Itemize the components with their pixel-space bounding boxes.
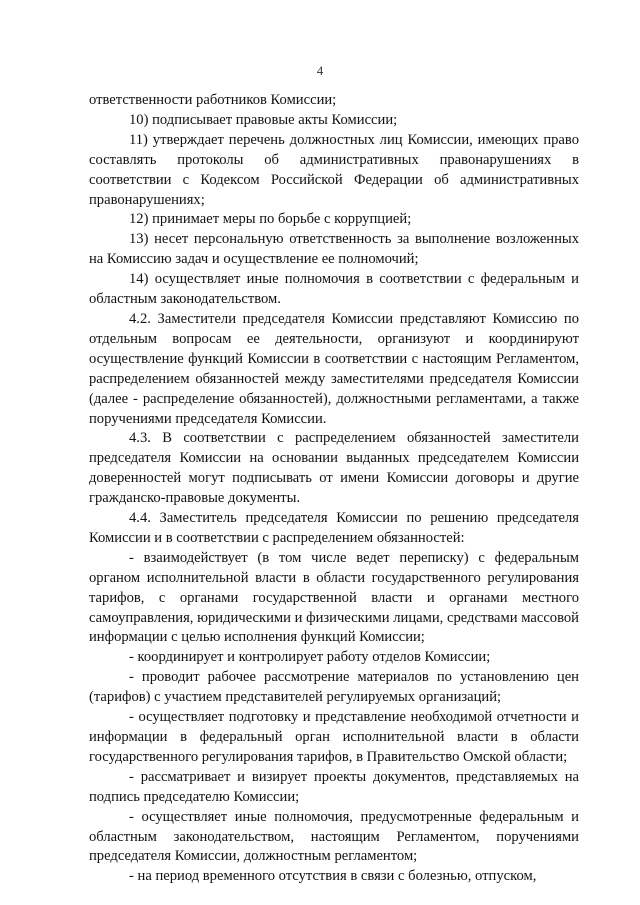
paragraph: - взаимодействует (в том числе ведет переписку) с федеральным органом исполнительной власти в области государственного регулирования тарифов, с органами государственной власти и органами местного самоуправления, юридическими и физическими лицами, средствами массовой информации с целью исполнения функций Комиссии; (89, 549, 579, 646)
paragraph: ответственности работников Комиссии; (89, 92, 337, 108)
paragraph: 13) несет персональную ответственность за выполнение возложенных на Комиссию задач и осуществление ее полномочий; (89, 231, 579, 268)
paragraph: 4.4. Заместитель председателя Комиссии по решению председателя Комиссии и в соответствии с распределением обязанностей: (89, 510, 579, 546)
paragraph: 10) подписывает правовые акты Комиссии; (129, 111, 398, 128)
paragraph: - рассматривает и визирует проекты документов, представляемых на подпись председателю Комиссии; (89, 768, 579, 805)
paragraph: - осуществляет иные полномочия, предусмотренные федеральным и областным законодательством, настоящим Регламентом, поручениями председателя Комиссии, должностным регламентом; (89, 808, 579, 865)
paragraph: - проводит рабочее рассмотрение материалов по установлению цен (тарифов) с участием представителей регулируемых организаций; (89, 669, 579, 706)
paragraph: 12) принимает меры по борьбе с коррупцией; (129, 211, 412, 228)
page-number: 4 (316, 63, 324, 78)
paragraph: - осуществляет подготовку и представление необходимой отчетности и информации в федеральный орган исполнительной власти в области государственного регулирования тарифов, в Правительство Омской области; (89, 709, 579, 765)
paragraph: - на период временного отсутствия в связи с болезнью, отпуском, (129, 868, 537, 885)
document-body (89, 91, 579, 887)
paragraph: 14) осуществляет иные полномочия в соответствии с федеральным и областным законодательством. (89, 271, 579, 308)
paragraph: 4.2. Заместители председателя Комиссии представляют Комиссию по отдельным вопросам ее деятельности, организуют и координируют осуществление функций Комиссии в соответствии с настоящим Регламентом, распределением обязанностей между заместителями председателя Комиссии (далее - распределение обязанностей), должностными регламентами, а также поручениями председателя Комиссии. (89, 310, 579, 427)
paragraph: - координирует и контролирует работу отделов Комиссии; (129, 649, 491, 666)
paragraph: 4.3. В соответствии с распределением обязанностей заместители председателя Комиссии на основании выданных председателем Комиссии доверенностей могут подписывать от имени Комиссии договоры и другие гражданско-правовые документы. (89, 430, 579, 507)
paragraph: 11) утверждает перечень должностных лиц Комиссии, имеющих право составлять протоколы об административных правонарушениях в соответствии с Кодексом Российской Федерации об административных правонарушениях; (89, 131, 579, 208)
